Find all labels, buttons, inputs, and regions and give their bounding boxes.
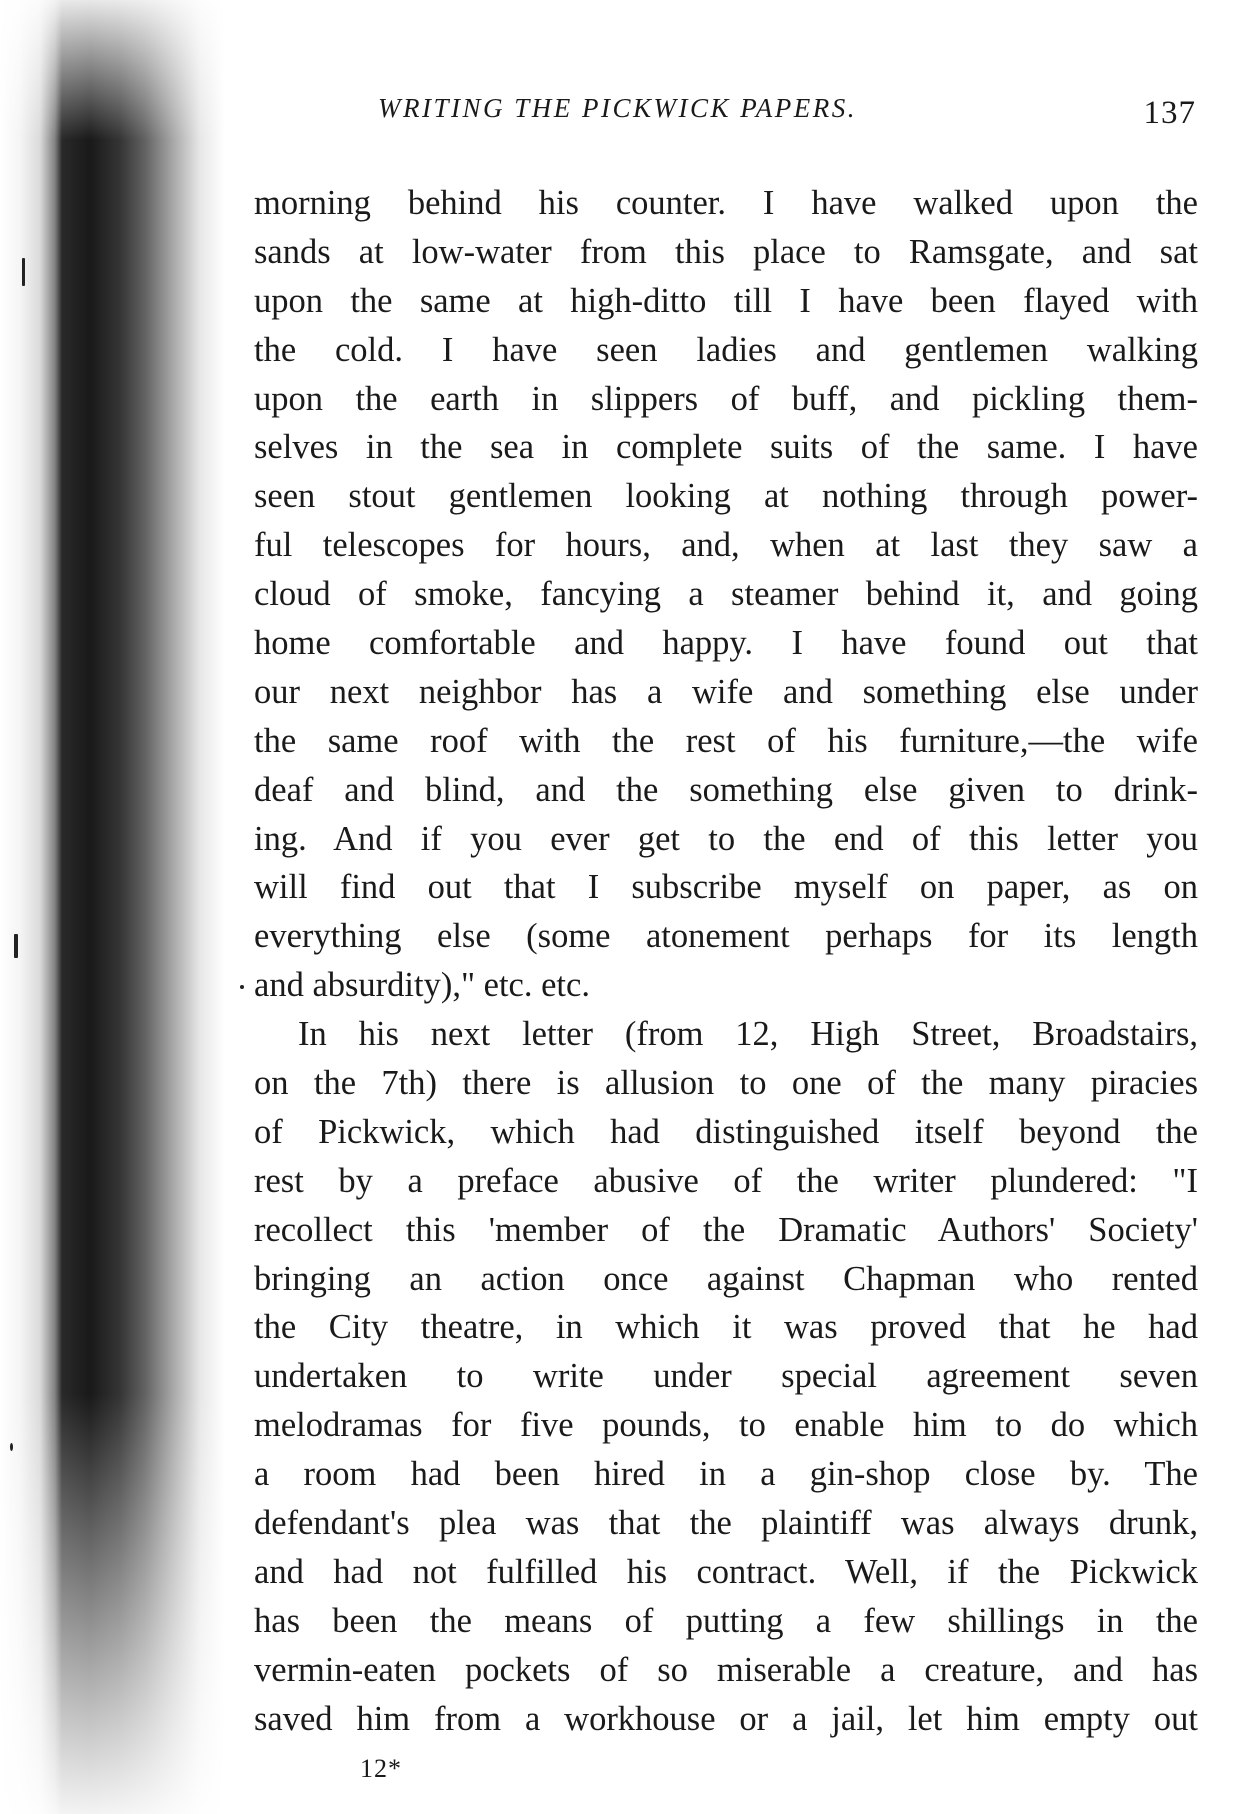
text-line: of Pickwick, which had distinguished itself beyond the <box>254 1112 1198 1151</box>
text-line: defendant's plea was that the plaintiff was always drunk, <box>254 1504 1198 1543</box>
text-line: sands at low-water from this place to Ramsgate, and sat <box>254 232 1198 271</box>
scan-speck <box>10 1443 13 1451</box>
text-line: cloud of smoke, fancying a steamer behind it, and going <box>254 575 1198 614</box>
text-line: selves in the sea in complete suits of the same. I have <box>254 428 1198 467</box>
text-line: upon the earth in slippers of buff, and pickling them- <box>254 379 1198 418</box>
text-line: and absurdity)," etc. etc. <box>254 966 590 1005</box>
text-line: on the 7th) there is allusion to one of the many piracies <box>254 1064 1198 1103</box>
text-line: morning behind his counter. I have walked upon the <box>254 184 1198 222</box>
text-line: the City theatre, in which it was proved that he had <box>254 1308 1198 1347</box>
text-line: ful telescopes for hours, and, when at last they saw a <box>254 526 1198 565</box>
text-line: will find out that I subscribe myself on paper, as on <box>254 868 1198 907</box>
text-line: melodramas for five pounds, to enable him to do which <box>254 1406 1198 1445</box>
text-line: upon the same at high-ditto till I have been flayed with <box>254 281 1198 320</box>
text-line: rest by a preface abusive of the writer plundered: "I <box>254 1161 1198 1200</box>
running-header <box>378 93 1198 143</box>
text-line: home comfortable and happy. I have found out that <box>254 624 1198 663</box>
body-text <box>254 179 1198 1744</box>
text-line: has been the means of putting a few shillings in the <box>254 1601 1198 1640</box>
text-line: our next neighbor has a wife and something else under <box>254 672 1198 711</box>
gutter-fade-bottom <box>0 1394 230 1814</box>
text-line: bringing an action once against Chapman who rented <box>254 1259 1198 1298</box>
scan-speck <box>240 985 244 989</box>
text-line: ing. And if you ever get to the end of this letter you <box>254 819 1198 858</box>
scan-speck <box>22 258 25 286</box>
text-line: saved him from a workhouse or a jail, let him empty out <box>254 1699 1198 1738</box>
scan-speck <box>14 934 18 958</box>
paragraph-first-line: In his next letter (from 12, High Street, Broadstairs, <box>298 1015 1198 1054</box>
text-line: deaf and blind, and the something else given to drink- <box>254 770 1198 809</box>
text-line: a room had been hired in a gin-shop close by. The <box>254 1455 1198 1494</box>
text-line: recollect this 'member of the Dramatic Authors' Society' <box>254 1210 1198 1249</box>
text-line: seen stout gentlemen looking at nothing through power- <box>254 477 1198 516</box>
text-line: and had not fulfilled his contract. Well, if the Pickwick <box>254 1552 1198 1591</box>
text-line: everything else (some atonement perhaps for its length <box>254 917 1198 956</box>
text-line: undertaken to write under special agreement seven <box>254 1357 1198 1396</box>
gutter-fade-top <box>0 0 230 140</box>
page-number: 137 <box>1143 95 1196 131</box>
text-line: vermin-eaten pockets of so miserable a creature, and has <box>254 1650 1198 1689</box>
text-line: the cold. I have seen ladies and gentlemen walking <box>254 330 1198 369</box>
running-title: WRITING THE PICKWICK PAPERS. <box>378 93 857 123</box>
signature-mark: 12* <box>360 1754 402 1783</box>
text-line: the same roof with the rest of his furniture,—the wife <box>254 721 1198 760</box>
